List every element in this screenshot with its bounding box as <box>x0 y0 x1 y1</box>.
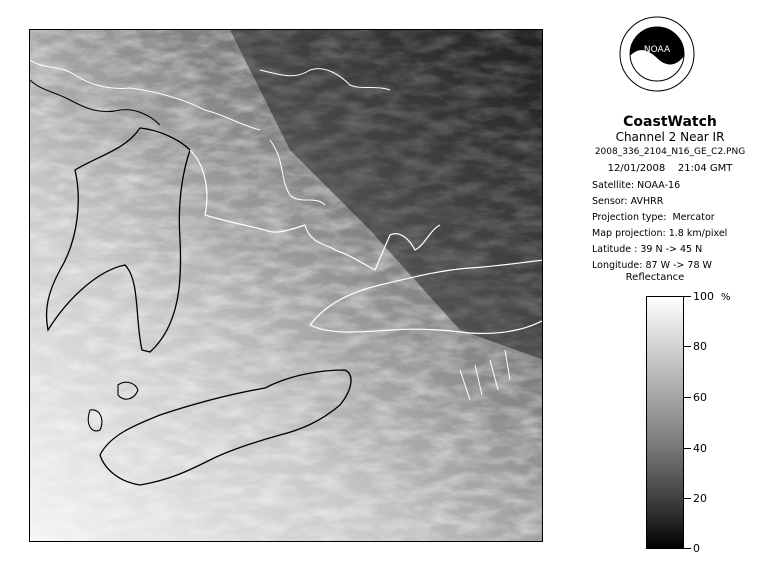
sensor-label: Sensor: AVHRR <box>592 196 664 207</box>
map-projection-label: Map projection: 1.8 km/pixel <box>592 228 728 239</box>
colorbar-tick <box>683 548 691 549</box>
colorbar-tick-label: 60 <box>693 391 707 404</box>
acquisition-datetime: 12/01/2008 21:04 GMT <box>607 163 733 174</box>
colorbar-tick <box>683 296 691 297</box>
latitude-label: Latitude : 39 N -> 45 N <box>592 244 703 255</box>
logo-text: NOAA <box>643 45 671 55</box>
colorbar-tick <box>683 448 691 449</box>
colorbar-tick-label: 100 <box>693 290 714 303</box>
colorbar-title: Reflectance <box>625 272 685 283</box>
colorbar-tick <box>683 498 691 499</box>
colorbar-tick-label: 20 <box>693 492 707 505</box>
satellite-label: Satellite: NOAA-16 <box>592 180 681 191</box>
channel-name: Channel 2 Near IR <box>615 130 725 144</box>
colorbar-tick-label: 80 <box>693 340 707 353</box>
colorbar-unit: % <box>721 292 731 303</box>
projection-type-label: Projection type: Mercator <box>592 212 715 223</box>
product-name: CoastWatch <box>623 114 717 130</box>
noaa-logo <box>619 16 695 92</box>
colorbar-tick <box>683 397 691 398</box>
colorbar-tick <box>683 346 691 347</box>
file-name: 2008_336_2104_N16_GE_C2.PNG <box>594 147 746 157</box>
colorbar-tick-label: 40 <box>693 442 707 455</box>
longitude-label: Longitude: 87 W -> 78 W <box>592 260 712 271</box>
satellite-image <box>30 30 543 542</box>
satellite-image-panel <box>29 29 543 542</box>
colorbar-tick-label: 0 <box>693 542 700 555</box>
reflectance-colorbar <box>646 296 684 549</box>
